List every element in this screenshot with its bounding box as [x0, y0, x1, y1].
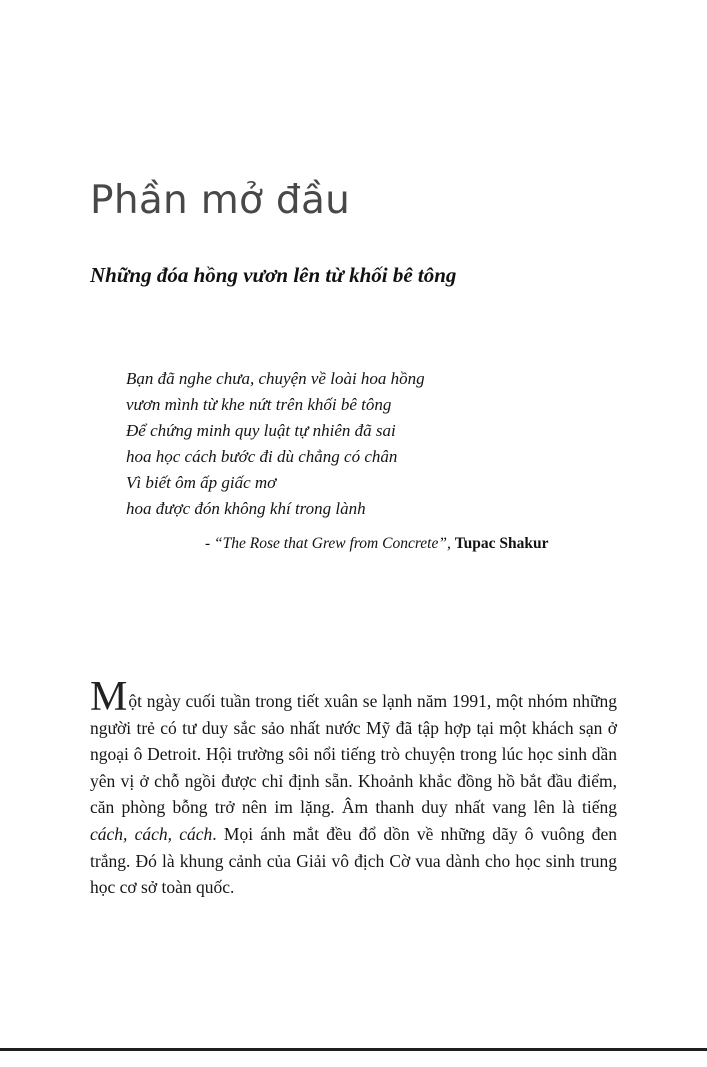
poem-quote	[126, 366, 425, 522]
dropcap-letter: M	[90, 674, 128, 720]
footer-rule	[0, 1048, 707, 1051]
poem-author: Tupac Shakur	[454, 535, 549, 552]
poem-line: Vì biết ôm ấp giấc mơ	[126, 473, 277, 492]
chapter-title: Phần mở đầu	[90, 178, 351, 223]
poem-line: hoa học cách bước đi dù chẳng có chân	[126, 447, 398, 466]
body-paragraph	[90, 674, 617, 901]
poem-line: Để chứng minh quy luật tự nhiên đã sai	[126, 421, 396, 440]
poem-line: hoa được đón không khí trong lành	[126, 499, 366, 518]
section-subtitle: Những đóa hồng vươn lên từ khối bê tông	[90, 263, 457, 287]
body-text-part2: . Mọi ánh mắt đều đổ dồn về những dãy ô vuông đen trắng. Đó là khung cảnh của Giải vô địch Cờ vua dành cho học sinh trung học cơ sở toàn quốc.	[90, 823, 617, 898]
poem-attribution	[205, 535, 549, 553]
poem-line: Bạn đã nghe chưa, chuyện về loài hoa hồng	[126, 369, 425, 388]
body-text-part1: ột ngày cuối tuần trong tiết xuân se lạnh năm 1991, một nhóm những người trẻ có tư duy sắc sảo nhất nước Mỹ đã tập hợp tại một khách sạn ở ngoại ô Detroit. Hội trường sôi nổi tiếng trò chuyện trong lúc học sinh dần yên vị ở chỗ ngồi được chỉ định sẵn. Khoảnh khắc đồng hồ bắt đầu điểm, căn phòng bỗng trở nên im lặng. Âm thanh duy nhất vang lên là tiếng	[90, 691, 617, 818]
poem-line: vươn mình từ khe nứt trên khối bê tông	[126, 395, 392, 414]
body-text-italic: cách, cách, cách	[90, 823, 213, 844]
poem-source-title: - “The Rose that Grew from Concrete”,	[205, 535, 455, 552]
